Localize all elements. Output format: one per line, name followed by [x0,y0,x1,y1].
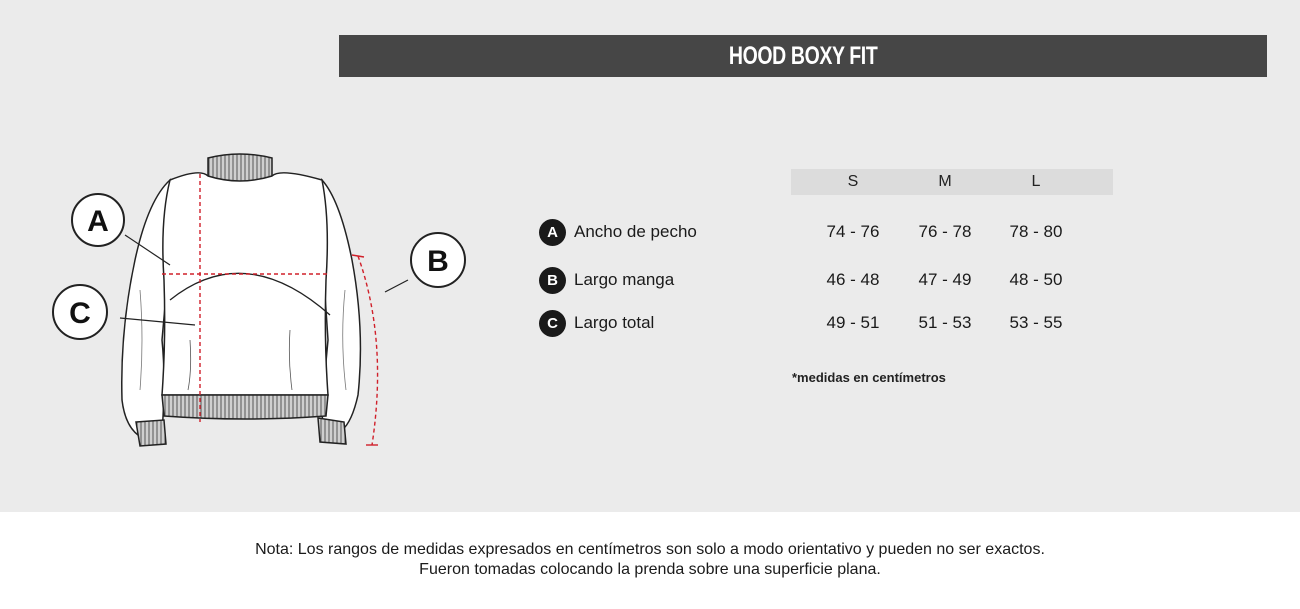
callout-a [72,194,124,246]
size-s: S [847,173,859,190]
footer-line-2: Fueron tomadas colocando la prenda sobre una superficie plana. [419,561,881,578]
value-s: 49 - 51 [826,313,880,332]
hem-band [162,395,328,419]
value-m: 51 - 53 [918,313,972,332]
size-m: M [938,173,952,190]
callout-b [411,233,465,287]
right-cuff [318,418,346,444]
value-m: 47 - 49 [918,270,972,289]
body [162,173,328,395]
page-title: HOOD BOXY FIT [728,41,878,70]
size-l: L [1031,173,1041,190]
footer-line-1: Nota: Los rangos de medidas expresados en centímetros son solo a modo orientativo y pueden no ser exactos. [255,541,1045,558]
row-label: Ancho de pecho [574,222,697,241]
sweatshirt-illustration [40,140,480,460]
svg-text:C: C [69,297,91,330]
size-header [791,169,1113,195]
badge-b: B [539,267,566,294]
callout-c [53,285,107,339]
row-label: Largo manga [574,270,675,289]
title-bar [339,35,1267,77]
badge-c: C [539,310,566,337]
row-label: Largo total [574,313,655,332]
footer-note [0,540,1300,580]
value-l: 78 - 80 [1009,222,1063,241]
value-s: 74 - 76 [826,222,880,241]
badge-a: A [539,219,566,246]
value-l: 53 - 55 [1009,313,1063,332]
left-cuff [136,420,166,446]
units-note: *medidas en centímetros [792,370,946,385]
value-l: 48 - 50 [1009,270,1063,289]
value-s: 46 - 48 [826,270,880,289]
value-m: 76 - 78 [918,222,972,241]
svg-text:B: B [427,245,449,278]
svg-text:A: A [87,205,109,238]
